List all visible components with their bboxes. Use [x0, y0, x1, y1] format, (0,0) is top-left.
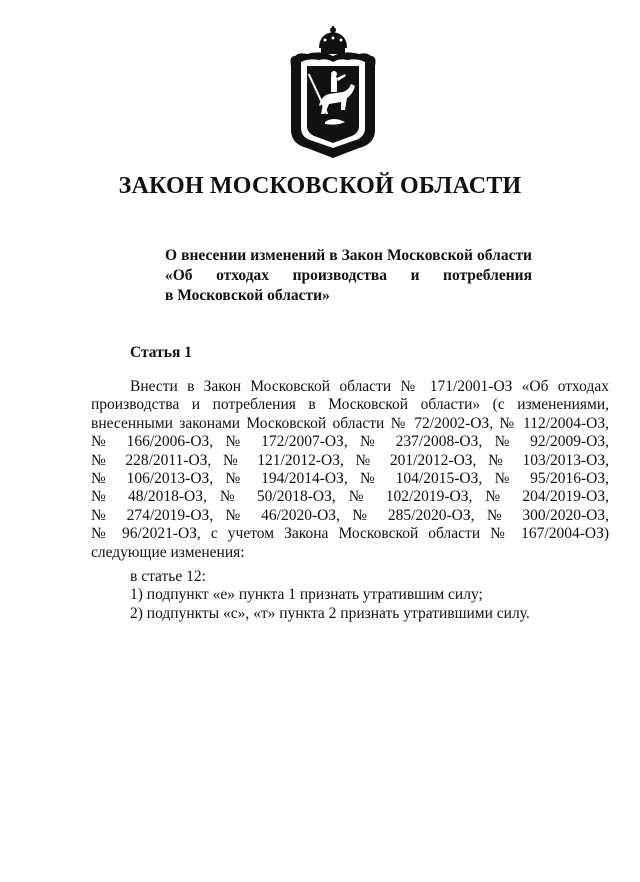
body-line: № 48/2018-ОЗ, № 50/2018-ОЗ, № 102/2019-ОЗ, № 204/2019-ОЗ,: [91, 488, 609, 506]
body-line: Внести в Закон Московской области № 171/2001-ОЗ «Об отходах: [130, 378, 609, 395]
article-body: [91, 378, 609, 562]
body-line: следующие изменения:: [91, 543, 245, 561]
body-line: внесенными законами Московской области № 72/2002-ОЗ, № 112/2004-ОЗ,: [91, 414, 609, 432]
body-line: производства и потребления в Московской области» (с изменениями,: [91, 396, 609, 414]
crown-icon: [319, 26, 347, 54]
body-line: № 106/2013-ОЗ, № 194/2014-ОЗ, № 104/2015-ОЗ, № 95/2016-ОЗ,: [91, 470, 609, 488]
body-line: № 228/2011-ОЗ, № 121/2012-ОЗ, № 201/2012-ОЗ, № 103/2013-ОЗ,: [91, 451, 609, 469]
subject-line: в Московской области»: [165, 287, 330, 304]
changes-list: [130, 568, 610, 623]
body-line: № 96/2021-ОЗ, с учетом Закона Московской области № 167/2004-ОЗ): [91, 525, 609, 543]
law-subject: [165, 246, 532, 306]
subject-line: О внесении изменений в Закон Московской области: [165, 247, 532, 264]
body-line: № 274/2019-ОЗ, № 46/2020-ОЗ, № 285/2020-ОЗ, № 300/2020-ОЗ,: [91, 506, 609, 524]
article-title: Статья 1: [130, 344, 192, 361]
changes-intro: в статье 12:: [130, 568, 206, 585]
body-line: № 166/2006-ОЗ, № 172/2007-ОЗ, № 237/2008-ОЗ, № 92/2009-ОЗ,: [91, 433, 609, 451]
change-item: 1) подпункт «е» пункта 1 признать утратившим силу;: [130, 586, 483, 604]
change-item: 2) подпункты «с», «т» пункта 2 признать утратившими силу.: [130, 604, 530, 622]
moscow-oblast-coat-of-arms: [285, 26, 381, 160]
law-title: ЗАКОН МОСКОВСКОЙ ОБЛАСТИ: [118, 173, 522, 199]
subject-line: «Об отходах производства и потребления: [165, 267, 532, 284]
